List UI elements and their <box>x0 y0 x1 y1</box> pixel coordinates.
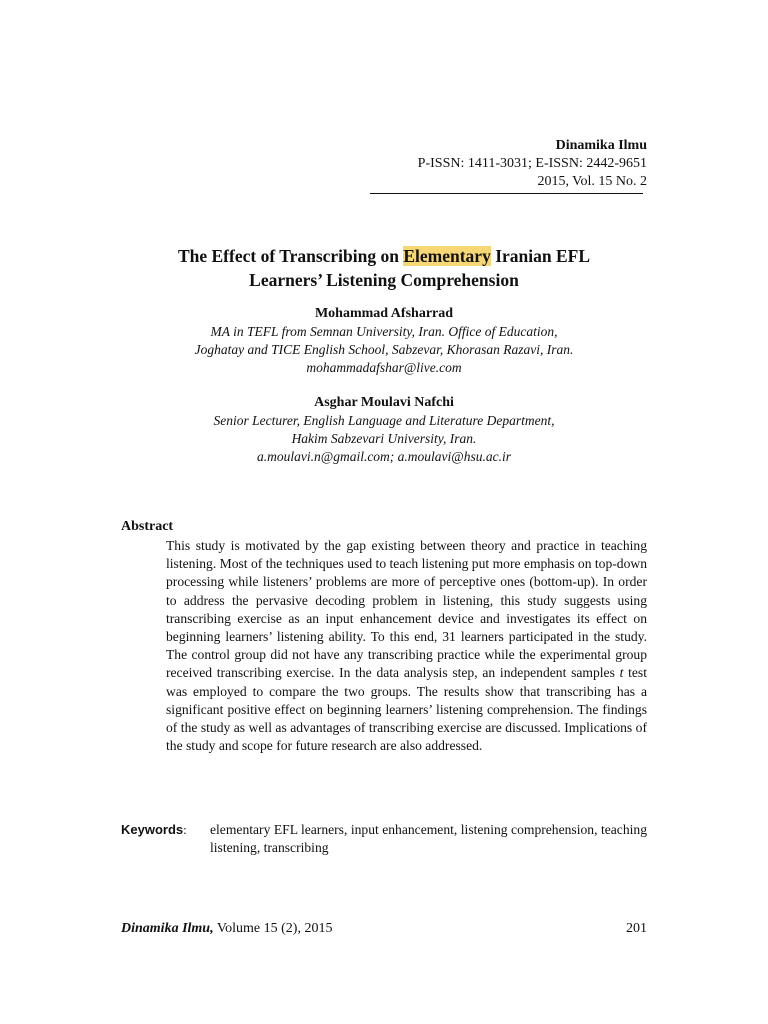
author-affiliation: MA in TEFL from Semnan University, Iran. Office of Education, <box>210 324 558 339</box>
keywords-colon: : <box>183 822 187 837</box>
author-affiliation: Joghatay and TICE English School, Sabzevar, Khorasan Razavi, Iran. <box>194 342 574 357</box>
abstract-text-2: test was employed to compare the two groups. The results show that transcribing has a significant positive effect on beginning learners’ listening comprehension. The findings of the study as well as advantages of transcribing exercise are discussed. Implications of the study and scope for future research are also addressed. <box>166 665 647 754</box>
keywords-label <box>121 821 210 839</box>
footer-journal: Dinamika Ilmu, <box>121 921 214 936</box>
journal-volume: 2015, Vol. 15 No. 2 <box>537 174 647 189</box>
page-number: 201 <box>626 921 647 936</box>
journal-name: Dinamika Ilmu <box>555 138 647 153</box>
journal-header <box>370 137 647 191</box>
abstract-heading: Abstract <box>121 519 174 534</box>
author-name: Mohammad Afsharrad <box>314 306 454 321</box>
keywords-section <box>121 821 647 857</box>
journal-issn: P-ISSN: 1411-3031; E-ISSN: 2442-9651 <box>417 156 647 171</box>
page-footer <box>121 920 647 938</box>
title-line2: Learners’ Listening Comprehension <box>249 270 519 290</box>
author-name: Asghar Moulavi Nafchi <box>314 395 454 410</box>
keywords-text: elementary EFL learners, input enhancement, listening comprehension, teaching listening, transcribing <box>210 822 647 856</box>
author-affiliation: Hakim Sabzevari University, Iran. <box>291 431 477 446</box>
author-email: mohammadafshar@live.com <box>306 360 462 375</box>
footer-volume: Volume 15 (2), 2015 <box>213 921 333 936</box>
author-block-2 <box>120 394 648 466</box>
header-rule <box>370 193 643 194</box>
title-highlighted-word: Elementary <box>403 246 491 266</box>
abstract-t-italic: t <box>619 665 624 681</box>
author-block-1 <box>120 305 648 377</box>
abstract-body <box>166 537 647 755</box>
abstract-text-1: This study is motivated by the gap existing between theory and practice in teaching listening. Most of the techniques used to teach listening put more emphasis on top-down processing while listeners’ problems are more of perceptive ones (bottom-up). In order to address the pervasive decoding problem in listening, this study suggests using transcribing exercise as an input enhancement device and investigates its effect on beginning learners’ listening ability. To this end, 31 learners participated in the study. The control group did not have any transcribing practice while the experimental group received transcribing exercise. In the data analysis step, an independent samples <box>166 538 647 681</box>
title-part2: Iranian EFL <box>490 246 591 266</box>
keywords-label-text: Keywords <box>121 822 184 837</box>
title-part1: The Effect of Transcribing on <box>177 246 404 266</box>
author-affiliation: Senior Lecturer, English Language and Literature Department, <box>213 413 555 428</box>
author-email: a.moulavi.n@gmail.com; a.moulavi@hsu.ac.ir <box>257 449 511 464</box>
paper-title <box>100 244 668 292</box>
